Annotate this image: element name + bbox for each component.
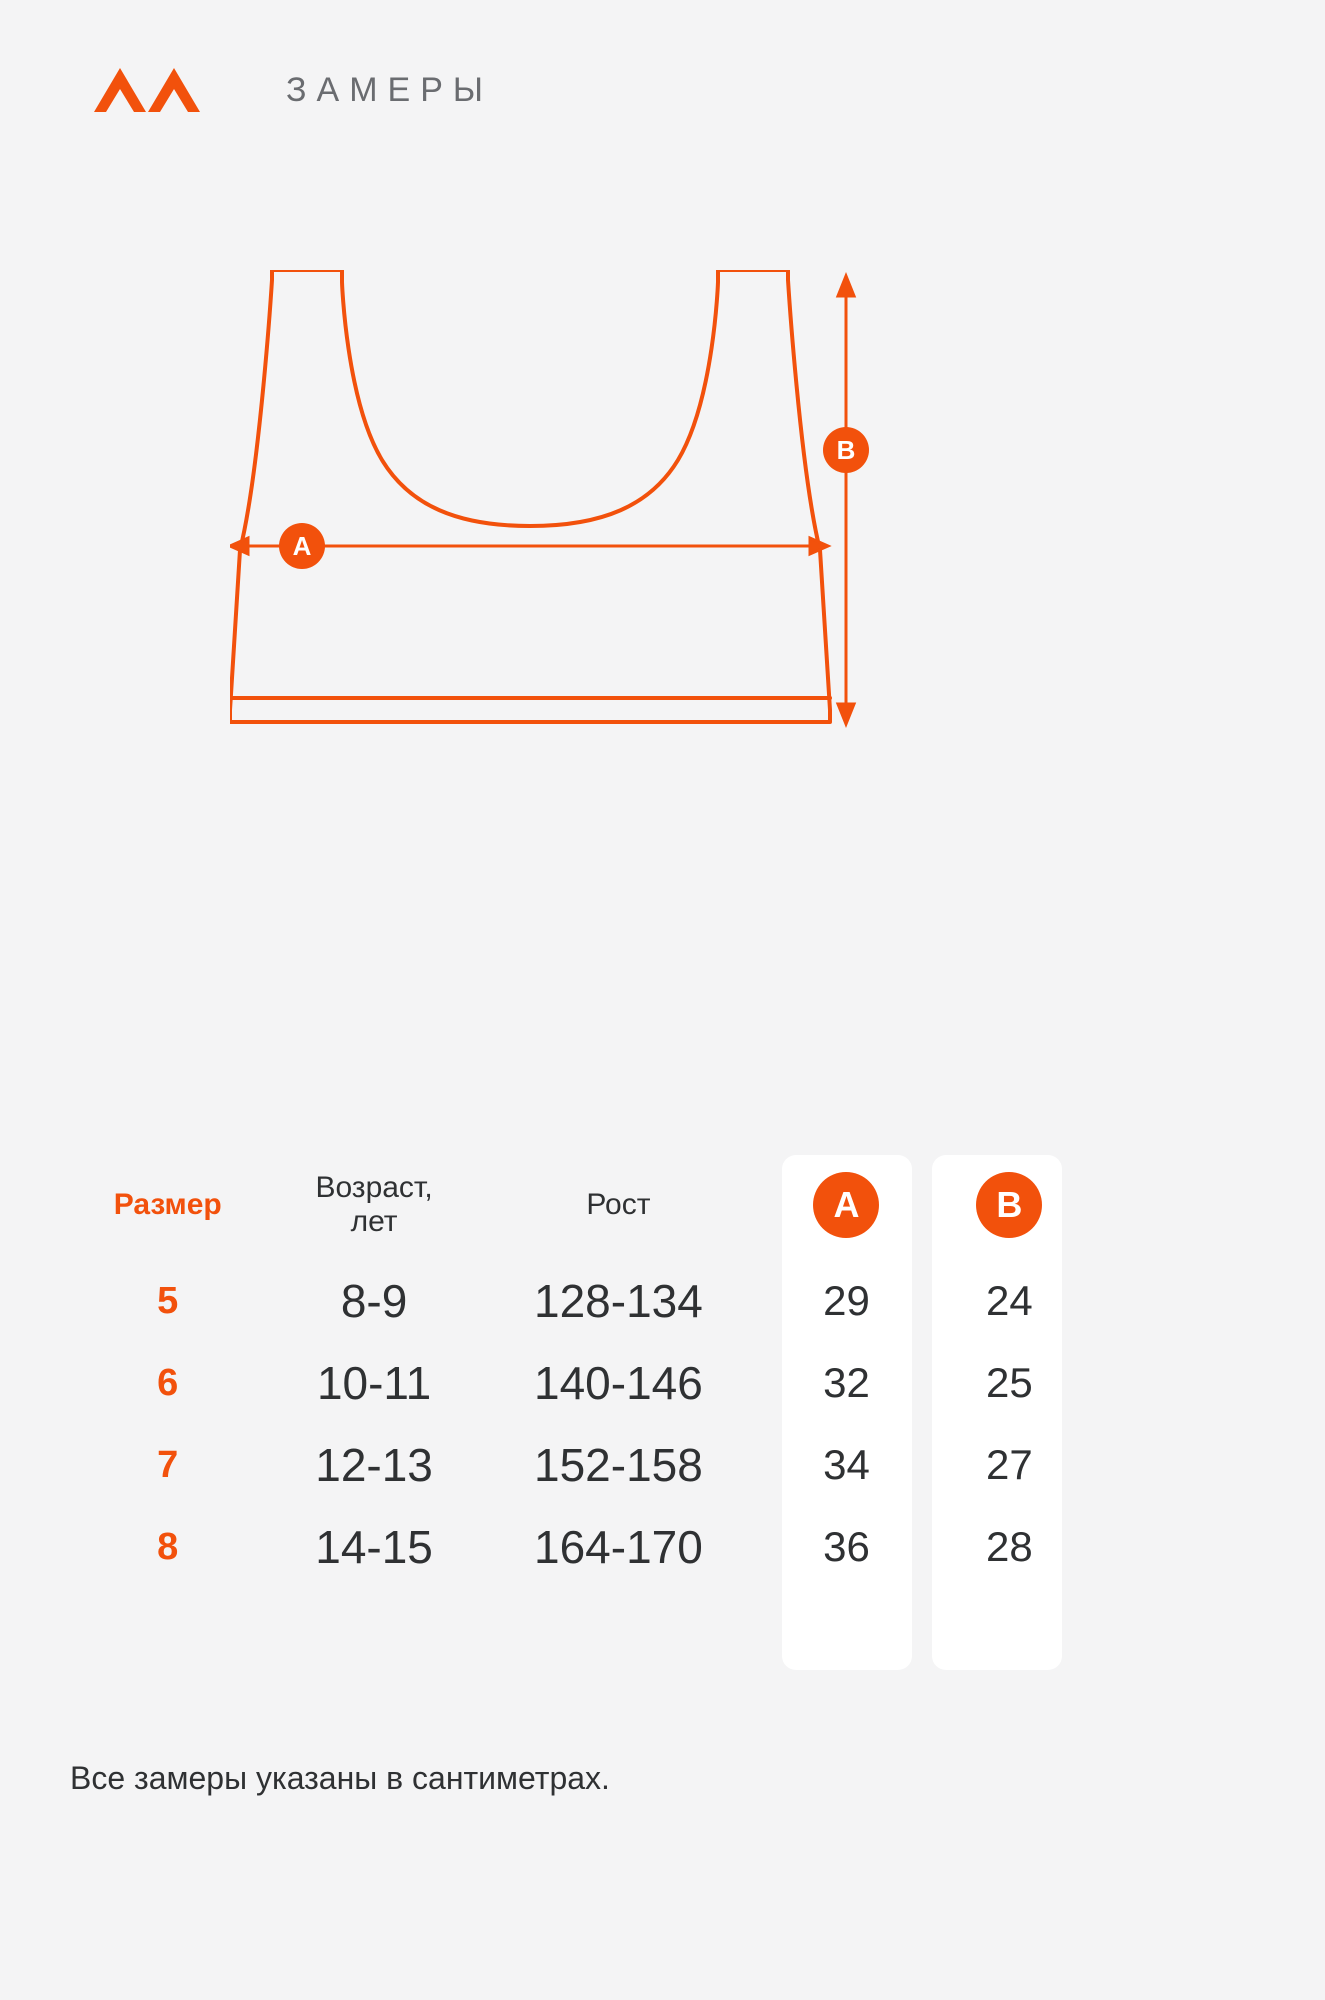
cell-a: 32 [823, 1359, 870, 1406]
cell-age: 12-13 [315, 1439, 433, 1491]
table-row [70, 1260, 1080, 1342]
cell-age: 8-9 [340, 1275, 408, 1327]
table-row [70, 1424, 1080, 1506]
size-table-wrapper [0, 1150, 1325, 1588]
cell-spacer [754, 1424, 776, 1506]
cell-spacer [754, 1260, 776, 1342]
dimension-badge-b [823, 427, 869, 473]
header-age [265, 1150, 482, 1260]
header-spacer-2 [917, 1150, 939, 1260]
cell-b: 25 [986, 1359, 1033, 1406]
header-size: Размер [113, 1188, 222, 1222]
svg-text:A: A [292, 531, 312, 561]
page-title: ЗАМЕРЫ [286, 70, 493, 109]
cell-age: 10-11 [316, 1357, 432, 1409]
cell-height: 140-146 [534, 1357, 703, 1409]
table-row [70, 1506, 1080, 1588]
cell-spacer [754, 1342, 776, 1424]
cell-spacer [917, 1424, 939, 1506]
table-body [70, 1260, 1080, 1588]
badge-a: A [813, 1172, 879, 1238]
svg-text:B: B [836, 435, 856, 465]
cell-spacer [754, 1506, 776, 1588]
cell-size: 7 [157, 1443, 179, 1486]
cell-spacer [917, 1506, 939, 1588]
cell-b: 28 [986, 1523, 1033, 1570]
cell-a: 36 [823, 1523, 870, 1570]
cell-size: 8 [157, 1525, 179, 1568]
cell-a: 29 [823, 1277, 870, 1324]
cell-b: 27 [986, 1441, 1033, 1488]
header-spacer-1 [754, 1150, 776, 1260]
cell-b: 24 [986, 1277, 1033, 1324]
header-a [776, 1150, 917, 1260]
double-chevron-logo-icon [90, 62, 226, 118]
cell-a: 34 [823, 1441, 870, 1488]
footnote: Все замеры указаны в сантиметрах. [70, 1760, 610, 1796]
header-height: Рост [586, 1188, 651, 1222]
cell-size: 5 [157, 1279, 179, 1322]
cell-spacer [917, 1260, 939, 1342]
header-age-line2: лет [350, 1205, 398, 1238]
size-table [70, 1150, 1080, 1588]
table-row [70, 1342, 1080, 1424]
cell-height: 164-170 [534, 1521, 703, 1573]
cell-height: 128-134 [534, 1275, 703, 1327]
table-header-row [70, 1150, 1080, 1260]
cell-spacer [917, 1342, 939, 1424]
dimension-line-b [838, 276, 854, 724]
header-b [939, 1150, 1080, 1260]
garment-diagram [230, 270, 1110, 930]
dimension-badge-a [279, 523, 325, 569]
header-age-line1: Возраст, [315, 1171, 433, 1205]
page-header [90, 62, 493, 118]
cell-age: 14-15 [315, 1521, 433, 1573]
cell-height: 152-158 [534, 1439, 703, 1491]
cell-size: 6 [157, 1361, 179, 1404]
badge-b: B [976, 1172, 1042, 1238]
